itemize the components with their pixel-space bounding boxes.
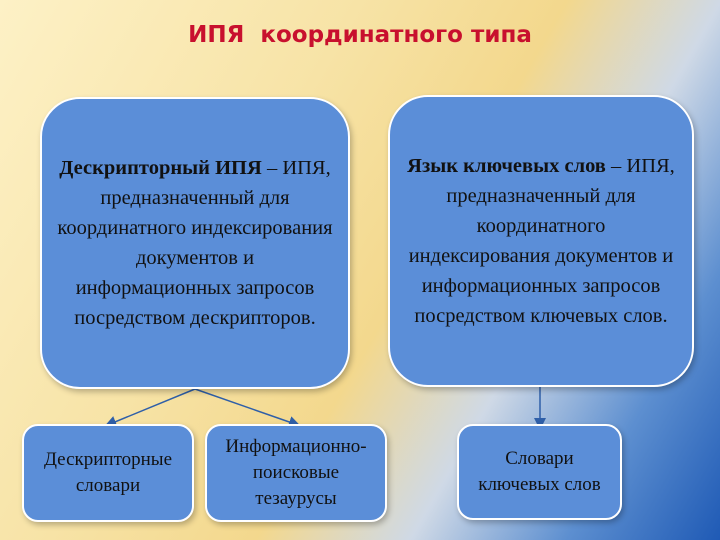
info-thesauri-label: Информационно-поисковые тезаурусы [225,436,367,509]
keyword-dictionaries-box [457,424,622,520]
keyword-language-term: Язык ключевых слов [407,155,606,177]
descriptor-ipl-box [40,97,350,389]
descriptor-ipl-term: Дескрипторный ИПЯ [59,157,262,179]
info-thesauri-box [205,424,387,522]
slide-title: ИПЯ координатного типа [188,22,532,48]
keyword-language-text [404,151,678,331]
descriptor-ipl-text [56,153,334,333]
descriptor-ipl-definition: – ИПЯ, предназначенный для координатного индексирования документов и информационных запросов посредством дескрипторов. [57,157,333,329]
keyword-language-definition: – ИПЯ, предназначенный для координатного индексирования документов и информационных запросов посредством ключевых слов. [408,155,675,327]
descriptor-dictionaries-box [22,424,194,522]
connector-left-to-thesauri [195,389,295,424]
keyword-dictionaries-label: Словари ключевых слов [478,448,601,495]
descriptor-dictionaries-label: Дескрипторные словари [43,449,173,496]
connector-left-to-dictionaries [110,389,195,424]
keyword-language-box [388,95,694,387]
